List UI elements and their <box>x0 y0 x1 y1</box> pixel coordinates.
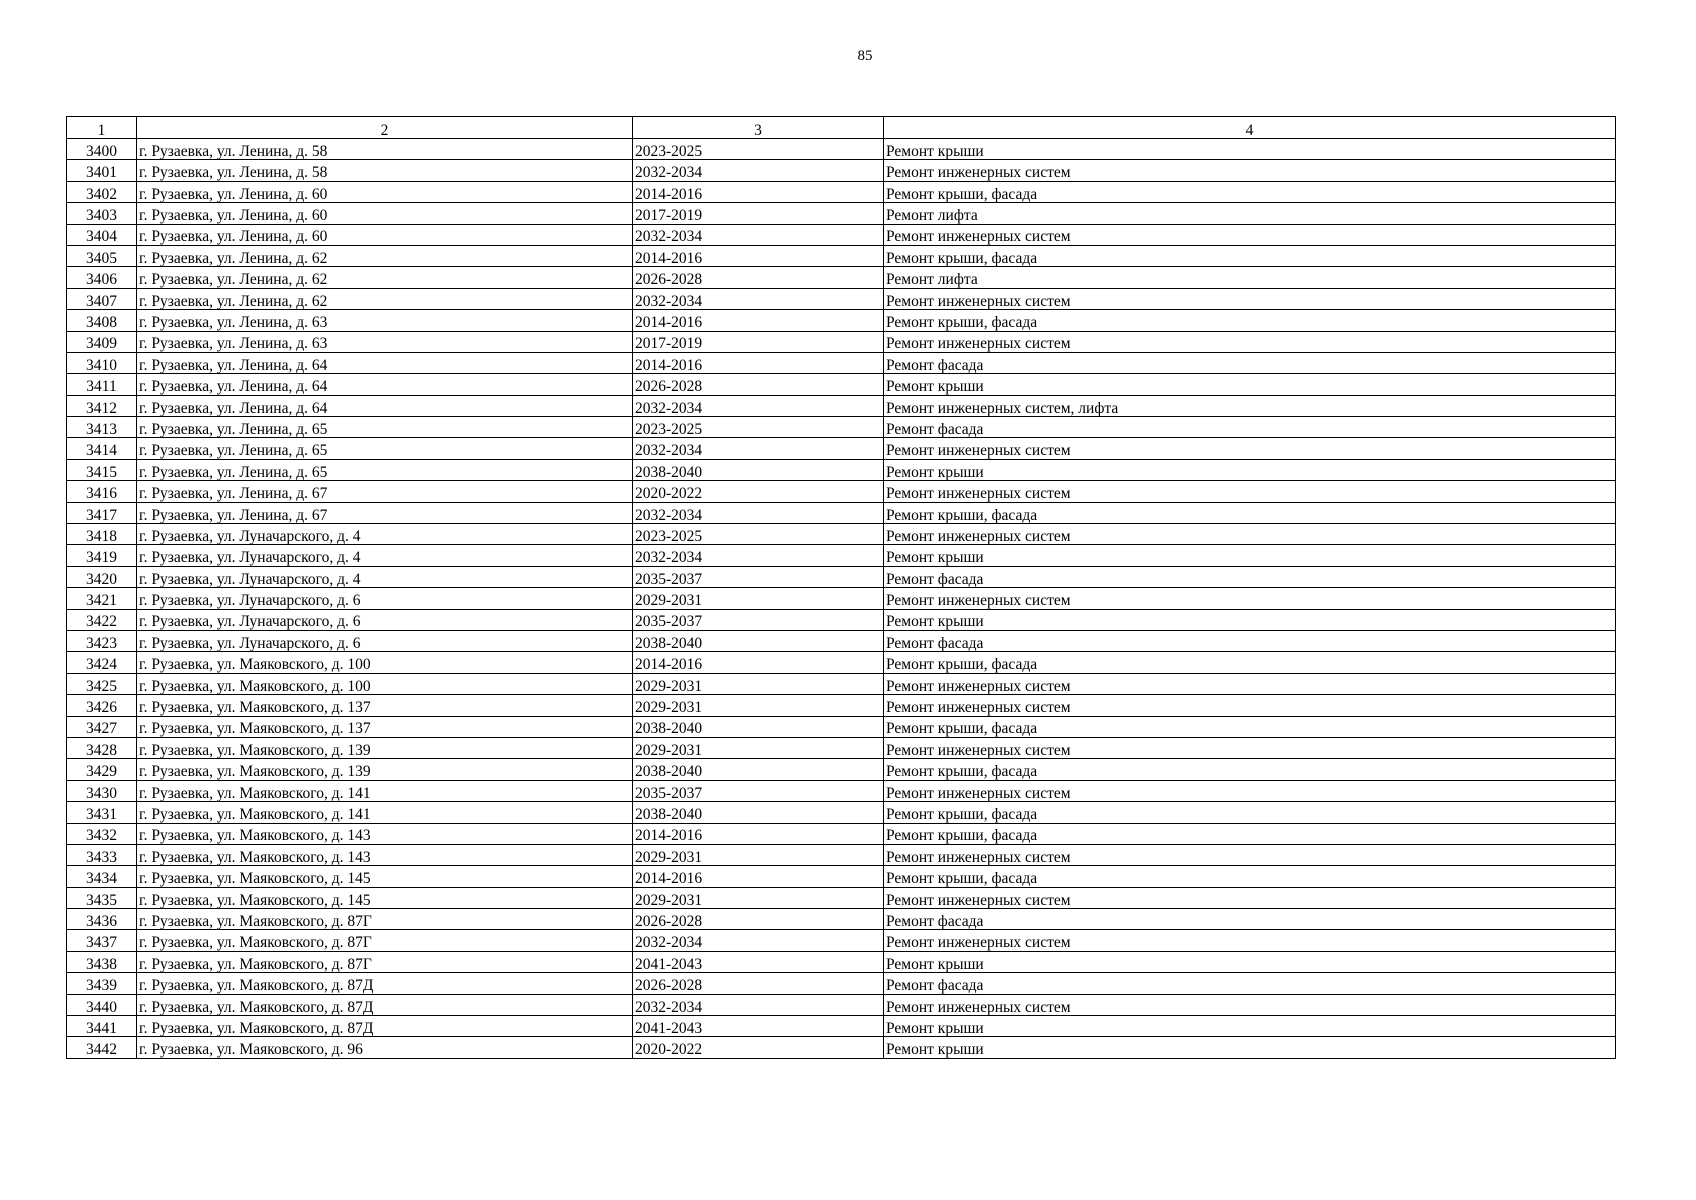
row-number: 3408 <box>67 310 137 331</box>
period-cell: 2038-2040 <box>633 459 884 480</box>
work-type-cell: Ремонт крыши <box>884 1037 1616 1058</box>
row-number: 3422 <box>67 609 137 630</box>
row-number: 3427 <box>67 716 137 737</box>
work-type-cell: Ремонт инженерных систем <box>884 524 1616 545</box>
address-cell: г. Рузаевка, ул. Маяковского, д. 87Г <box>137 909 633 930</box>
table-row <box>67 652 1616 673</box>
row-number: 3402 <box>67 181 137 202</box>
work-type-cell: Ремонт крыши <box>884 545 1616 566</box>
period-cell: 2032-2034 <box>633 438 884 459</box>
address-cell: г. Рузаевка, ул. Маяковского, д. 143 <box>137 823 633 844</box>
row-number: 3431 <box>67 802 137 823</box>
work-type-cell: Ремонт фасада <box>884 417 1616 438</box>
period-cell: 2026-2028 <box>633 374 884 395</box>
address-cell: г. Рузаевка, ул. Ленина, д. 64 <box>137 352 633 373</box>
period-cell: 2014-2016 <box>633 866 884 887</box>
row-number: 3439 <box>67 973 137 994</box>
column-header-1: 1 <box>67 117 137 139</box>
table-row <box>67 780 1616 801</box>
address-cell: г. Рузаевка, ул. Луначарского, д. 6 <box>137 609 633 630</box>
table-row <box>67 844 1616 865</box>
table-row <box>67 459 1616 480</box>
work-type-cell: Ремонт фасада <box>884 630 1616 651</box>
work-type-cell: Ремонт инженерных систем <box>884 695 1616 716</box>
row-number: 3413 <box>67 417 137 438</box>
table-row <box>67 352 1616 373</box>
address-cell: г. Рузаевка, ул. Маяковского, д. 143 <box>137 844 633 865</box>
page-number: 85 <box>857 48 873 64</box>
address-cell: г. Рузаевка, ул. Ленина, д. 62 <box>137 267 633 288</box>
row-number: 3438 <box>67 951 137 972</box>
row-number: 3420 <box>67 566 137 587</box>
table-row <box>67 866 1616 887</box>
address-cell: г. Рузаевка, ул. Маяковского, д. 141 <box>137 780 633 801</box>
work-type-cell: Ремонт крыши <box>884 459 1616 480</box>
table-row <box>67 951 1616 972</box>
work-type-cell: Ремонт инженерных систем <box>884 481 1616 502</box>
table-row <box>67 759 1616 780</box>
period-cell: 2032-2034 <box>633 502 884 523</box>
row-number: 3409 <box>67 331 137 352</box>
period-cell: 2038-2040 <box>633 802 884 823</box>
work-type-cell: Ремонт крыши, фасада <box>884 759 1616 780</box>
address-cell: г. Рузаевка, ул. Луначарского, д. 6 <box>137 630 633 651</box>
row-number: 3401 <box>67 160 137 181</box>
address-cell: г. Рузаевка, ул. Ленина, д. 58 <box>137 160 633 181</box>
row-number: 3436 <box>67 909 137 930</box>
work-type-cell: Ремонт крыши, фасада <box>884 181 1616 202</box>
work-type-cell: Ремонт инженерных систем <box>884 224 1616 245</box>
row-number: 3426 <box>67 695 137 716</box>
table-row <box>67 994 1616 1015</box>
table-row <box>67 224 1616 245</box>
table-row <box>67 909 1616 930</box>
work-type-cell: Ремонт инженерных систем <box>884 160 1616 181</box>
address-cell: г. Рузаевка, ул. Ленина, д. 63 <box>137 310 633 331</box>
address-cell: г. Рузаевка, ул. Ленина, д. 65 <box>137 438 633 459</box>
work-type-cell: Ремонт крыши, фасада <box>884 502 1616 523</box>
row-number: 3416 <box>67 481 137 502</box>
table-header <box>67 117 1616 139</box>
period-cell: 2035-2037 <box>633 609 884 630</box>
period-cell: 2032-2034 <box>633 160 884 181</box>
table-row <box>67 331 1616 352</box>
work-type-cell: Ремонт крыши <box>884 951 1616 972</box>
row-number: 3428 <box>67 737 137 758</box>
work-type-cell: Ремонт инженерных систем <box>884 737 1616 758</box>
work-type-cell: Ремонт инженерных систем <box>884 994 1616 1015</box>
address-cell: г. Рузаевка, ул. Ленина, д. 60 <box>137 181 633 202</box>
work-type-cell: Ремонт фасада <box>884 352 1616 373</box>
work-type-cell: Ремонт инженерных систем <box>884 288 1616 309</box>
work-type-cell: Ремонт лифта <box>884 267 1616 288</box>
table-row <box>67 609 1616 630</box>
work-type-cell: Ремонт инженерных систем, лифта <box>884 395 1616 416</box>
period-cell: 2029-2031 <box>633 588 884 609</box>
work-type-cell: Ремонт инженерных систем <box>884 780 1616 801</box>
work-type-cell: Ремонт крыши, фасада <box>884 652 1616 673</box>
period-cell: 2038-2040 <box>633 759 884 780</box>
address-cell: г. Рузаевка, ул. Маяковского, д. 96 <box>137 1037 633 1058</box>
period-cell: 2023-2025 <box>633 417 884 438</box>
period-cell: 2032-2034 <box>633 288 884 309</box>
period-cell: 2041-2043 <box>633 1016 884 1037</box>
work-type-cell: Ремонт крыши <box>884 139 1616 160</box>
period-cell: 2014-2016 <box>633 823 884 844</box>
period-cell: 2041-2043 <box>633 951 884 972</box>
table-row <box>67 887 1616 908</box>
work-type-cell: Ремонт инженерных систем <box>884 588 1616 609</box>
row-number: 3419 <box>67 545 137 566</box>
row-number: 3441 <box>67 1016 137 1037</box>
row-number: 3424 <box>67 652 137 673</box>
work-type-cell: Ремонт инженерных систем <box>884 844 1616 865</box>
address-cell: г. Рузаевка, ул. Ленина, д. 60 <box>137 203 633 224</box>
address-cell: г. Рузаевка, ул. Маяковского, д. 137 <box>137 716 633 737</box>
work-type-cell: Ремонт крыши <box>884 374 1616 395</box>
period-cell: 2032-2034 <box>633 930 884 951</box>
address-cell: г. Рузаевка, ул. Луначарского, д. 4 <box>137 545 633 566</box>
period-cell: 2029-2031 <box>633 695 884 716</box>
period-cell: 2032-2034 <box>633 994 884 1015</box>
table-row <box>67 203 1616 224</box>
table-row <box>67 288 1616 309</box>
period-cell: 2023-2025 <box>633 139 884 160</box>
address-cell: г. Рузаевка, ул. Ленина, д. 67 <box>137 481 633 502</box>
work-type-cell: Ремонт крыши, фасада <box>884 310 1616 331</box>
work-type-cell: Ремонт крыши, фасада <box>884 866 1616 887</box>
table-row <box>67 973 1616 994</box>
address-cell: г. Рузаевка, ул. Маяковского, д. 145 <box>137 866 633 887</box>
work-type-cell: Ремонт крыши, фасада <box>884 716 1616 737</box>
table-row <box>67 566 1616 587</box>
work-type-cell: Ремонт фасада <box>884 909 1616 930</box>
row-number: 3442 <box>67 1037 137 1058</box>
column-header-2: 2 <box>137 117 633 139</box>
table-row <box>67 545 1616 566</box>
table-row <box>67 737 1616 758</box>
address-cell: г. Рузаевка, ул. Маяковского, д. 141 <box>137 802 633 823</box>
column-header-4: 4 <box>884 117 1616 139</box>
address-cell: г. Рузаевка, ул. Ленина, д. 64 <box>137 374 633 395</box>
row-number: 3418 <box>67 524 137 545</box>
row-number: 3417 <box>67 502 137 523</box>
period-cell: 2020-2022 <box>633 1037 884 1058</box>
period-cell: 2035-2037 <box>633 566 884 587</box>
work-type-cell: Ремонт фасада <box>884 566 1616 587</box>
period-cell: 2026-2028 <box>633 267 884 288</box>
table-row <box>67 139 1616 160</box>
address-cell: г. Рузаевка, ул. Маяковского, д. 139 <box>137 759 633 780</box>
column-header-3: 3 <box>633 117 884 139</box>
address-cell: г. Рузаевка, ул. Маяковского, д. 87Д <box>137 973 633 994</box>
period-cell: 2014-2016 <box>633 652 884 673</box>
table-row <box>67 374 1616 395</box>
row-number: 3412 <box>67 395 137 416</box>
table-row <box>67 395 1616 416</box>
table-row <box>67 1037 1616 1058</box>
row-number: 3400 <box>67 139 137 160</box>
address-cell: г. Рузаевка, ул. Маяковского, д. 100 <box>137 673 633 694</box>
row-number: 3421 <box>67 588 137 609</box>
table-row <box>67 267 1616 288</box>
header-row <box>67 117 1616 139</box>
row-number: 3434 <box>67 866 137 887</box>
address-cell: г. Рузаевка, ул. Маяковского, д. 139 <box>137 737 633 758</box>
work-type-cell: Ремонт инженерных систем <box>884 887 1616 908</box>
work-type-cell: Ремонт лифта <box>884 203 1616 224</box>
table-row <box>67 1016 1616 1037</box>
row-number: 3433 <box>67 844 137 865</box>
period-cell: 2020-2022 <box>633 481 884 502</box>
address-cell: г. Рузаевка, ул. Ленина, д. 62 <box>137 245 633 266</box>
table-body <box>67 139 1616 1059</box>
table-row <box>67 438 1616 459</box>
address-cell: г. Рузаевка, ул. Ленина, д. 58 <box>137 139 633 160</box>
table-row <box>67 160 1616 181</box>
period-cell: 2014-2016 <box>633 181 884 202</box>
address-cell: г. Рузаевка, ул. Луначарского, д. 6 <box>137 588 633 609</box>
table-row <box>67 502 1616 523</box>
address-cell: г. Рузаевка, ул. Луначарского, д. 4 <box>137 524 633 545</box>
period-cell: 2017-2019 <box>633 203 884 224</box>
period-cell: 2014-2016 <box>633 310 884 331</box>
period-cell: 2023-2025 <box>633 524 884 545</box>
row-number: 3404 <box>67 224 137 245</box>
work-type-cell: Ремонт крыши <box>884 1016 1616 1037</box>
work-type-cell: Ремонт крыши <box>884 609 1616 630</box>
row-number: 3403 <box>67 203 137 224</box>
work-type-cell: Ремонт инженерных систем <box>884 930 1616 951</box>
address-cell: г. Рузаевка, ул. Ленина, д. 62 <box>137 288 633 309</box>
address-cell: г. Рузаевка, ул. Маяковского, д. 100 <box>137 652 633 673</box>
address-cell: г. Рузаевка, ул. Ленина, д. 67 <box>137 502 633 523</box>
work-type-cell: Ремонт инженерных систем <box>884 438 1616 459</box>
address-cell: г. Рузаевка, ул. Ленина, д. 60 <box>137 224 633 245</box>
row-number: 3411 <box>67 374 137 395</box>
row-number: 3429 <box>67 759 137 780</box>
period-cell: 2032-2034 <box>633 224 884 245</box>
work-type-cell: Ремонт крыши, фасада <box>884 245 1616 266</box>
address-cell: г. Рузаевка, ул. Ленина, д. 63 <box>137 331 633 352</box>
table-row <box>67 181 1616 202</box>
row-number: 3415 <box>67 459 137 480</box>
table-row <box>67 716 1616 737</box>
table-row <box>67 630 1616 651</box>
address-cell: г. Рузаевка, ул. Маяковского, д. 87Д <box>137 1016 633 1037</box>
repair-schedule-table <box>66 116 1616 1059</box>
address-cell: г. Рузаевка, ул. Маяковского, д. 145 <box>137 887 633 908</box>
table-row <box>67 588 1616 609</box>
row-number: 3405 <box>67 245 137 266</box>
address-cell: г. Рузаевка, ул. Маяковского, д. 137 <box>137 695 633 716</box>
row-number: 3423 <box>67 630 137 651</box>
period-cell: 2029-2031 <box>633 844 884 865</box>
address-cell: г. Рузаевка, ул. Луначарского, д. 4 <box>137 566 633 587</box>
period-cell: 2032-2034 <box>633 545 884 566</box>
period-cell: 2029-2031 <box>633 673 884 694</box>
period-cell: 2035-2037 <box>633 780 884 801</box>
row-number: 3440 <box>67 994 137 1015</box>
row-number: 3406 <box>67 267 137 288</box>
address-cell: г. Рузаевка, ул. Маяковского, д. 87Д <box>137 994 633 1015</box>
table-row <box>67 930 1616 951</box>
address-cell: г. Рузаевка, ул. Ленина, д. 65 <box>137 417 633 438</box>
address-cell: г. Рузаевка, ул. Ленина, д. 64 <box>137 395 633 416</box>
work-type-cell: Ремонт инженерных систем <box>884 673 1616 694</box>
address-cell: г. Рузаевка, ул. Ленина, д. 65 <box>137 459 633 480</box>
row-number: 3414 <box>67 438 137 459</box>
work-type-cell: Ремонт инженерных систем <box>884 331 1616 352</box>
period-cell: 2029-2031 <box>633 737 884 758</box>
period-cell: 2026-2028 <box>633 909 884 930</box>
row-number: 3430 <box>67 780 137 801</box>
period-cell: 2032-2034 <box>633 395 884 416</box>
table-row <box>67 481 1616 502</box>
table-row <box>67 245 1616 266</box>
work-type-cell: Ремонт крыши, фасада <box>884 802 1616 823</box>
table-row <box>67 524 1616 545</box>
table-row <box>67 823 1616 844</box>
table-row <box>67 673 1616 694</box>
row-number: 3425 <box>67 673 137 694</box>
period-cell: 2026-2028 <box>633 973 884 994</box>
table-row <box>67 310 1616 331</box>
table-row <box>67 417 1616 438</box>
table-row <box>67 695 1616 716</box>
period-cell: 2038-2040 <box>633 716 884 737</box>
period-cell: 2014-2016 <box>633 352 884 373</box>
address-cell: г. Рузаевка, ул. Маяковского, д. 87Г <box>137 930 633 951</box>
row-number: 3410 <box>67 352 137 373</box>
work-type-cell: Ремонт фасада <box>884 973 1616 994</box>
row-number: 3432 <box>67 823 137 844</box>
row-number: 3435 <box>67 887 137 908</box>
period-cell: 2017-2019 <box>633 331 884 352</box>
work-type-cell: Ремонт крыши, фасада <box>884 823 1616 844</box>
table-row <box>67 802 1616 823</box>
period-cell: 2038-2040 <box>633 630 884 651</box>
period-cell: 2014-2016 <box>633 245 884 266</box>
period-cell: 2029-2031 <box>633 887 884 908</box>
address-cell: г. Рузаевка, ул. Маяковского, д. 87Г <box>137 951 633 972</box>
row-number: 3437 <box>67 930 137 951</box>
row-number: 3407 <box>67 288 137 309</box>
